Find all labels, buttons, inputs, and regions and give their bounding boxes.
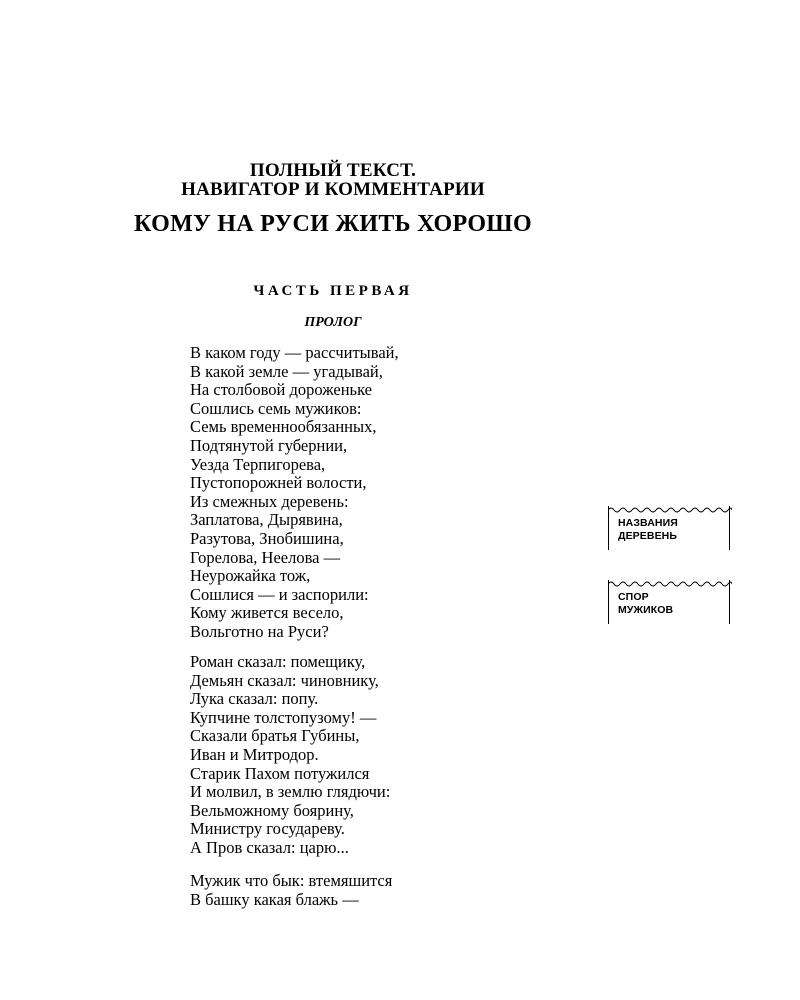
verse-line: Иван и Митродор. (190, 744, 319, 764)
margin-note-village-names[interactable] (608, 506, 730, 550)
verse-line: Сказали братья Губины, (190, 726, 360, 746)
stanza-1 (190, 344, 399, 642)
stanza-3 (190, 872, 392, 909)
verse-line: Горелова, Неелова — (190, 547, 341, 567)
margin-note-peasants-dispute[interactable] (608, 580, 730, 624)
margin-note-line: МУЖИКОВ (618, 604, 674, 616)
verse-line: В каком году — рассчитывай, (190, 343, 399, 362)
verse-line: Купчине толстопузому! — (190, 707, 377, 727)
header-line-2: НАВИГАТОР И КОММЕНТАРИИ (181, 179, 485, 200)
verse-line: Министру государеву. (190, 819, 345, 839)
verse-line: Демьян сказал: чиновнику, (190, 670, 379, 690)
margin-note-label (618, 591, 673, 617)
verse-line: Мужик что бык: втемяшится (190, 871, 393, 890)
margin-note-label (618, 517, 678, 543)
verse-line: Вольготно на Руси? (190, 621, 329, 641)
section-title: ПРОЛОГ (304, 315, 362, 330)
verse-line: Роман сказал: помещику, (190, 652, 366, 671)
verse-line: В башку какая блажь — (190, 889, 359, 909)
part-title: ЧАСТЬ ПЕРВАЯ (253, 283, 413, 299)
verse-line: Вельможному боярину, (190, 800, 354, 820)
verse-line: Из смежных деревень: (190, 491, 349, 511)
margin-note-line: НАЗВАНИЯ (618, 517, 678, 529)
verse-line: Сошлись семь мужиков: (190, 398, 362, 418)
margin-note-line: СПОР (618, 591, 649, 603)
verse-line: Лука сказал: попу. (190, 689, 319, 709)
verse-line: Сошлися — и заспорили: (190, 584, 369, 604)
margin-note-line: ДЕРЕВЕНЬ (618, 530, 678, 542)
verse-line: Подтянутой губернии, (190, 435, 348, 455)
verse-line: Неурожайка тож, (190, 566, 311, 586)
header-line-1: ПОЛНЫЙ ТЕКСТ. (249, 160, 417, 181)
torn-edge-decoration (608, 580, 732, 588)
verse-line: На столбовой дороженьке (190, 380, 372, 400)
verse-line: Разутова, Знобишина, (190, 528, 344, 548)
verse-line: Заплатова, Дырявина, (190, 510, 343, 530)
stanza-2 (190, 653, 390, 858)
torn-edge-decoration (608, 506, 732, 514)
verse-line: Пустопорожней волости, (190, 473, 367, 493)
verse-line: В какой земле — угадывай, (190, 361, 383, 381)
verse-line: Старик Пахом потужился (190, 763, 370, 783)
verse-line: Семь временнообязанных, (190, 417, 377, 437)
verse-line: А Пров сказал: царю... (190, 837, 349, 857)
verse-line: Кому живется весело, (190, 603, 344, 623)
verse-line: Уезда Терпигорева, (190, 454, 326, 474)
verse-line: И молвил, в землю глядючи: (190, 782, 391, 802)
book-title: КОМУ НА РУСИ ЖИТЬ ХОРОШО (134, 211, 532, 237)
